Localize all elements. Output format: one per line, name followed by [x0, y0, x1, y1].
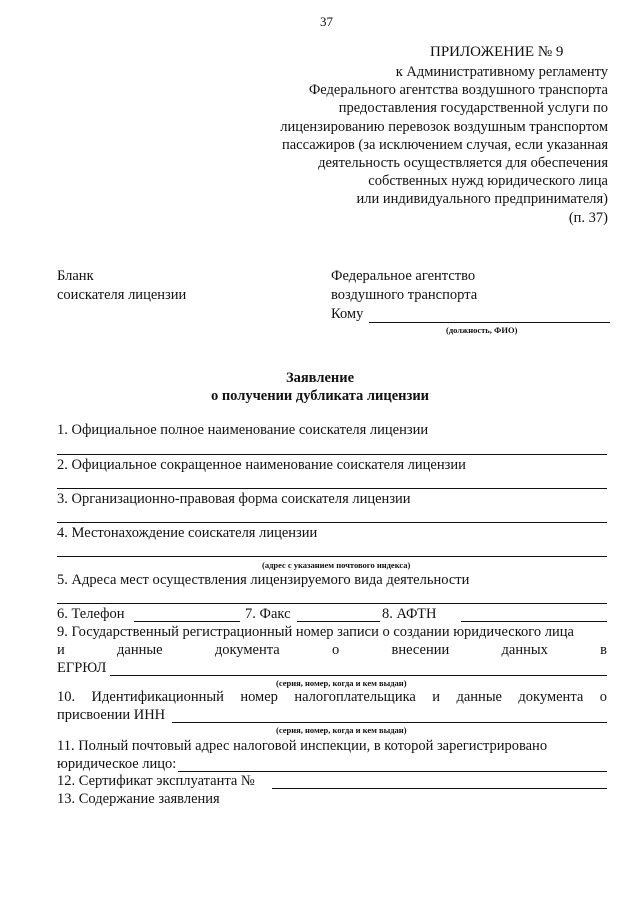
- field-6-label: 6. Телефон: [57, 606, 125, 622]
- word: данные: [456, 689, 502, 705]
- word: и: [57, 642, 65, 658]
- field-9-justified-line: [57, 642, 607, 659]
- field-10-justified-line: [57, 689, 607, 706]
- appendix-line: к Административному регламенту: [395, 64, 608, 80]
- field-11-input[interactable]: [178, 771, 607, 772]
- phone-input[interactable]: [134, 621, 240, 622]
- field-11-label: 11. Полный почтовый адрес налоговой инспекции, в которой зарегистрировано: [57, 738, 548, 754]
- word: о: [599, 689, 607, 705]
- field-4-hint: (адрес с указанием почтового индекса): [262, 560, 411, 570]
- appendix-line: лицензированию перевозок воздушным транспортом: [280, 118, 608, 135]
- field-13-label: 13. Содержание заявления: [57, 791, 220, 807]
- field-5-label: 5. Адреса мест осуществления лицензируемого вида деятельности: [57, 572, 470, 588]
- field-3-label: 3. Организационно-правовая форма соискателя лицензии: [57, 491, 411, 507]
- to-hint: (должность, ФИО): [446, 325, 518, 335]
- field-3-input[interactable]: [57, 522, 607, 523]
- inn-label: присвоении ИНН: [57, 707, 166, 723]
- appendix-ref: (п. 37): [568, 209, 608, 226]
- to-label: Кому: [331, 306, 364, 322]
- word: налогоплательщика: [294, 689, 416, 705]
- field-11-label-2: юридическое лицо:: [57, 756, 177, 772]
- field-2-input[interactable]: [57, 488, 607, 489]
- field-9-input[interactable]: [110, 675, 607, 676]
- field-8-label: 8. АФТН: [382, 606, 437, 622]
- word: в: [600, 642, 607, 658]
- field-10-input[interactable]: [172, 722, 607, 723]
- form-subheading: о получении дубликата лицензии: [210, 388, 430, 404]
- agency-line: Федеральное агентство: [331, 268, 476, 284]
- appendix-line: собственных нужд юридического лица: [368, 173, 608, 190]
- field-7-label: 7. Факс: [245, 606, 291, 622]
- word: о: [331, 642, 340, 658]
- field-4-input[interactable]: [57, 556, 607, 557]
- field-5-input[interactable]: [57, 603, 607, 604]
- appendix-line: или индивидуального предпринимателя): [356, 191, 608, 208]
- word: документа: [214, 642, 280, 658]
- form-heading: Заявление: [285, 370, 355, 386]
- appendix-line: Федерального агентства воздушного транспорта: [308, 82, 608, 99]
- blank-label: Бланк: [57, 268, 94, 284]
- applicant-label: соискателя лицензии: [57, 287, 187, 303]
- fax-input[interactable]: [297, 621, 380, 622]
- field-2-label: 2. Официальное сокращенное наименование соискателя лицензии: [57, 457, 466, 473]
- to-field[interactable]: [369, 322, 610, 323]
- field-1-input[interactable]: [57, 454, 607, 455]
- appendix-line: пассажиров (за исключением случая, если указанная: [281, 136, 608, 153]
- word: и: [432, 689, 441, 705]
- appendix-line: предоставления государственной услуги по: [338, 100, 608, 117]
- field-9-label: 9. Государственный регистрационный номер записи о создании юридического лица: [57, 624, 574, 640]
- field-4-label: 4. Местонахождение соискателя лицензии: [57, 525, 318, 541]
- word: внесении: [391, 642, 450, 658]
- field-12-label: 12. Сертификат эксплуатанта №: [57, 773, 255, 789]
- field-10-hint: (серия, номер, когда и кем выдан): [276, 725, 407, 735]
- appendix-title: ПРИЛОЖЕНИЕ № 9: [430, 44, 564, 60]
- word: Идентификационный: [91, 689, 224, 705]
- appendix-line: деятельность осуществляется для обеспечения: [318, 155, 608, 172]
- word: номер: [240, 689, 278, 705]
- page-number: 37: [320, 14, 333, 29]
- field-12-input[interactable]: [272, 788, 607, 789]
- word: данных: [501, 642, 548, 658]
- word: данные: [117, 642, 163, 658]
- aftn-input[interactable]: [461, 621, 607, 622]
- word: документа: [518, 689, 584, 705]
- field-9-hint: (серия, номер, когда и кем выдан): [276, 678, 407, 688]
- agency-line: воздушного транспорта: [331, 287, 478, 303]
- egrul-label: ЕГРЮЛ: [57, 660, 107, 676]
- appendix-lines: [208, 63, 608, 227]
- word: 10.: [57, 689, 76, 705]
- field-1-label: 1. Официальное полное наименование соискателя лицензии: [57, 422, 429, 438]
